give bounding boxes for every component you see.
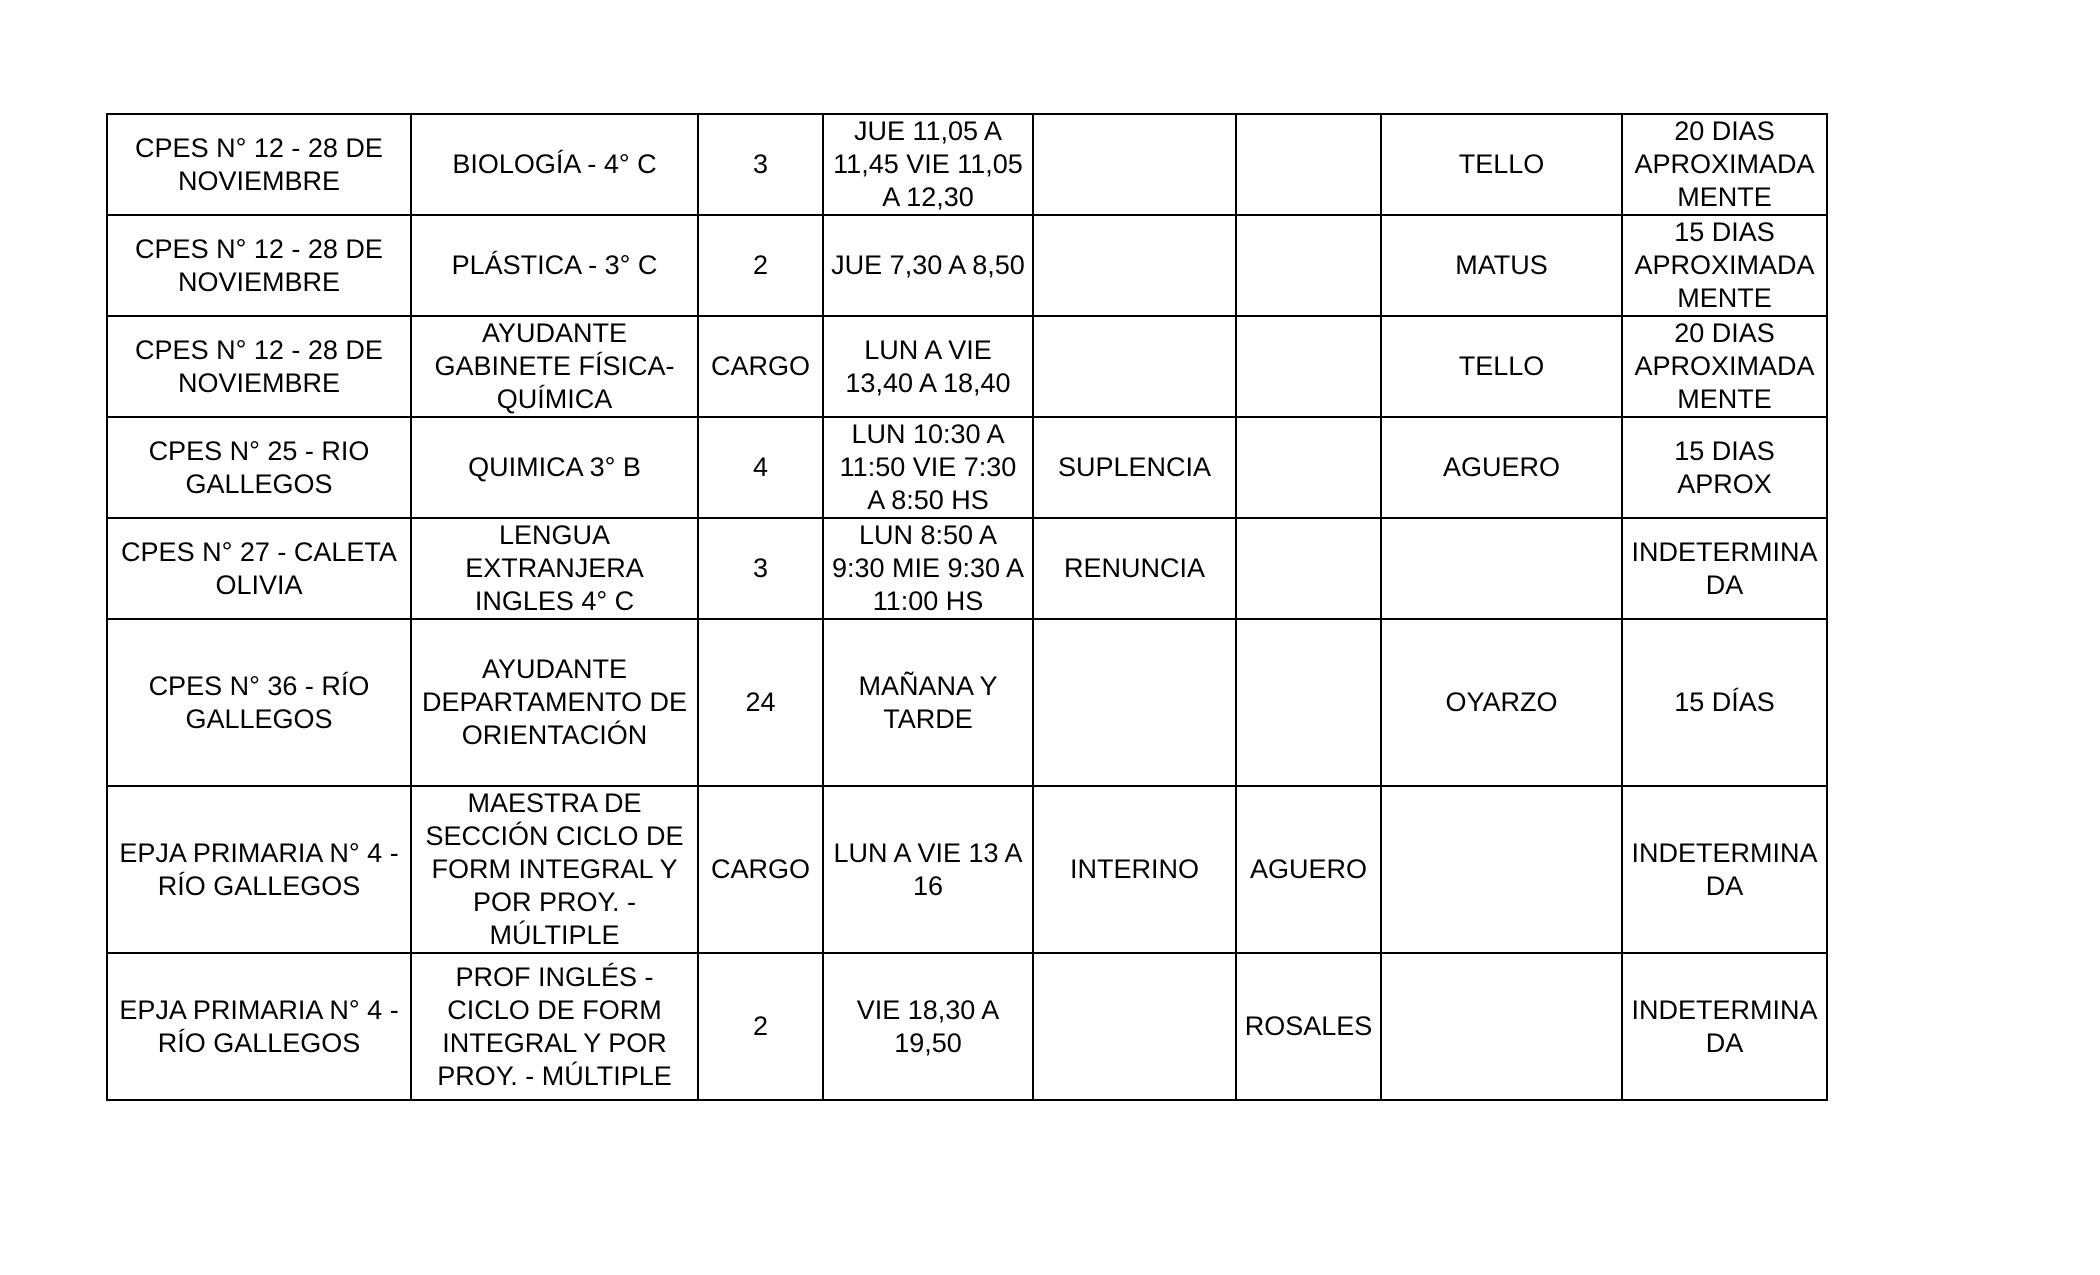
school-text: CPES N° 25 - RIO GALLEGOS <box>148 435 370 499</box>
cell-schedule <box>823 953 1033 1100</box>
cell-schedule <box>823 786 1033 953</box>
cell-duration <box>1622 417 1827 518</box>
duration-text: 15 DIAS APROX <box>1674 435 1775 499</box>
cell-holder <box>1236 114 1381 215</box>
hours-text: CARGO <box>710 854 810 884</box>
duration-text: INDETERMINA DA <box>1631 837 1818 901</box>
cell-type <box>1033 316 1236 417</box>
cell-replaced <box>1381 953 1622 1100</box>
cell-holder <box>1236 316 1381 417</box>
cell-holder <box>1236 417 1381 518</box>
cell-schedule <box>823 619 1033 786</box>
cell-hours <box>698 619 823 786</box>
cell-hours <box>698 114 823 215</box>
schedule-text: LUN A VIE 13 A 16 <box>833 837 1023 901</box>
table-row <box>107 619 1827 786</box>
hours-text: 3 <box>752 149 769 179</box>
cell-school <box>107 316 411 417</box>
cell-replaced <box>1381 786 1622 953</box>
subject-text: MAESTRA DE SECCIÓN CICLO DE FORM INTEGRAL Y POR PROY. - MÚLTIPLE <box>425 788 684 950</box>
schedule-text: MAÑANA Y TARDE <box>858 670 998 734</box>
cell-school <box>107 619 411 786</box>
schedule-text: LUN 8:50 A 9:30 MIE 9:30 A 11:00 HS <box>831 520 1025 616</box>
replaced-text: TELLO <box>1458 351 1545 381</box>
replaced-text: AGUERO <box>1442 452 1561 482</box>
hours-text: CARGO <box>710 351 810 381</box>
schedule-text: VIE 18,30 A 19,50 <box>856 994 1000 1058</box>
cell-school <box>107 417 411 518</box>
holder-text: AGUERO <box>1249 854 1368 884</box>
cell-schedule <box>823 215 1033 316</box>
duration-text: INDETERMINA DA <box>1631 994 1818 1058</box>
cell-holder <box>1236 619 1381 786</box>
subject-text: AYUDANTE GABINETE FÍSICA-QUÍMICA <box>434 318 675 414</box>
cell-type <box>1033 518 1236 619</box>
cell-subject <box>411 619 698 786</box>
type-text: RENUNCIA <box>1063 553 1205 583</box>
schedule-text: LUN 10:30 A 11:50 VIE 7:30 A 8:50 HS <box>839 419 1017 515</box>
school-text: CPES N° 12 - 28 DE NOVIEMBRE <box>135 233 383 297</box>
cell-hours <box>698 786 823 953</box>
table-row <box>107 215 1827 316</box>
subject-text: AYUDANTE DEPARTAMENTO DE ORIENTACIÓN <box>421 654 688 750</box>
cell-subject <box>411 316 698 417</box>
school-text: CPES N° 12 - 28 DE NOVIEMBRE <box>135 132 383 196</box>
table-row <box>107 316 1827 417</box>
cell-subject <box>411 786 698 953</box>
cell-subject <box>411 114 698 215</box>
replaced-text: MATUS <box>1455 250 1548 280</box>
cell-hours <box>698 215 823 316</box>
cell-type <box>1033 114 1236 215</box>
cell-duration <box>1622 114 1827 215</box>
cell-school <box>107 518 411 619</box>
subject-text: LENGUA EXTRANJERA INGLES 4° C <box>465 520 644 616</box>
subject-text: BIOLOGÍA - 4° C <box>452 149 657 179</box>
type-text: INTERINO <box>1069 854 1199 884</box>
cell-hours <box>698 316 823 417</box>
schedule-text: JUE 11,05 A 11,45 VIE 11,05 A 12,30 <box>833 116 1023 212</box>
cell-replaced <box>1381 417 1622 518</box>
cell-schedule <box>823 316 1033 417</box>
cell-holder <box>1236 786 1381 953</box>
holder-text: ROSALES <box>1244 1011 1373 1041</box>
cell-hours <box>698 518 823 619</box>
cell-subject <box>411 215 698 316</box>
cell-duration <box>1622 619 1827 786</box>
duration-text: INDETERMINA DA <box>1631 536 1818 600</box>
vacancies-table <box>106 113 1828 1101</box>
school-text: CPES N° 27 - CALETA OLIVIA <box>121 536 397 600</box>
cell-duration <box>1622 316 1827 417</box>
school-text: CPES N° 12 - 28 DE NOVIEMBRE <box>135 334 383 398</box>
duration-text: 15 DIAS APROXIMADA MENTE <box>1634 217 1815 313</box>
schedule-text: JUE 7,30 A 8,50 <box>831 250 1025 280</box>
cell-schedule <box>823 114 1033 215</box>
subject-text: PLÁSTICA - 3° C <box>451 250 658 280</box>
subject-text: QUIMICA 3° B <box>468 452 641 482</box>
replaced-text: OYARZO <box>1445 687 1558 717</box>
subject-text: PROF INGLÉS - CICLO DE FORM INTEGRAL Y POR PROY. - MÚLTIPLE <box>437 961 672 1091</box>
hours-text: 24 <box>745 687 776 717</box>
cell-type <box>1033 619 1236 786</box>
cell-replaced <box>1381 114 1622 215</box>
table-row <box>107 518 1827 619</box>
hours-text: 4 <box>752 452 769 482</box>
duration-text: 20 DIAS APROXIMADA MENTE <box>1634 116 1815 212</box>
cell-hours <box>698 417 823 518</box>
cell-replaced <box>1381 215 1622 316</box>
cell-subject <box>411 518 698 619</box>
duration-text: 20 DIAS APROXIMADA MENTE <box>1634 318 1815 414</box>
school-text: CPES N° 36 - RÍO GALLEGOS <box>148 670 370 734</box>
hours-text: 3 <box>752 553 769 583</box>
table-row <box>107 114 1827 215</box>
cell-replaced <box>1381 619 1622 786</box>
cell-holder <box>1236 518 1381 619</box>
cell-schedule <box>823 518 1033 619</box>
cell-type <box>1033 953 1236 1100</box>
cell-type <box>1033 786 1236 953</box>
school-text: EPJA PRIMARIA N° 4 - RÍO GALLEGOS <box>119 994 399 1058</box>
cell-replaced <box>1381 518 1622 619</box>
schedule-text: LUN A VIE 13,40 A 18,40 <box>845 334 1011 398</box>
cell-type <box>1033 417 1236 518</box>
cell-replaced <box>1381 316 1622 417</box>
school-text: EPJA PRIMARIA N° 4 - RÍO GALLEGOS <box>119 837 399 901</box>
type-text: SUPLENCIA <box>1057 452 1212 482</box>
cell-school <box>107 786 411 953</box>
table-row <box>107 953 1827 1100</box>
replaced-text: TELLO <box>1458 149 1545 179</box>
cell-type <box>1033 215 1236 316</box>
table-body <box>107 114 1827 1100</box>
cell-school <box>107 953 411 1100</box>
table-row <box>107 786 1827 953</box>
cell-hours <box>698 953 823 1100</box>
table-row <box>107 417 1827 518</box>
cell-school <box>107 215 411 316</box>
cell-duration <box>1622 518 1827 619</box>
duration-text: 15 DÍAS <box>1674 687 1775 717</box>
cell-holder <box>1236 953 1381 1100</box>
cell-subject <box>411 417 698 518</box>
cell-schedule <box>823 417 1033 518</box>
hours-text: 2 <box>752 1011 769 1041</box>
cell-duration <box>1622 215 1827 316</box>
cell-subject <box>411 953 698 1100</box>
hours-text: 2 <box>752 250 769 280</box>
cell-school <box>107 114 411 215</box>
cell-duration <box>1622 786 1827 953</box>
cell-duration <box>1622 953 1827 1100</box>
cell-holder <box>1236 215 1381 316</box>
